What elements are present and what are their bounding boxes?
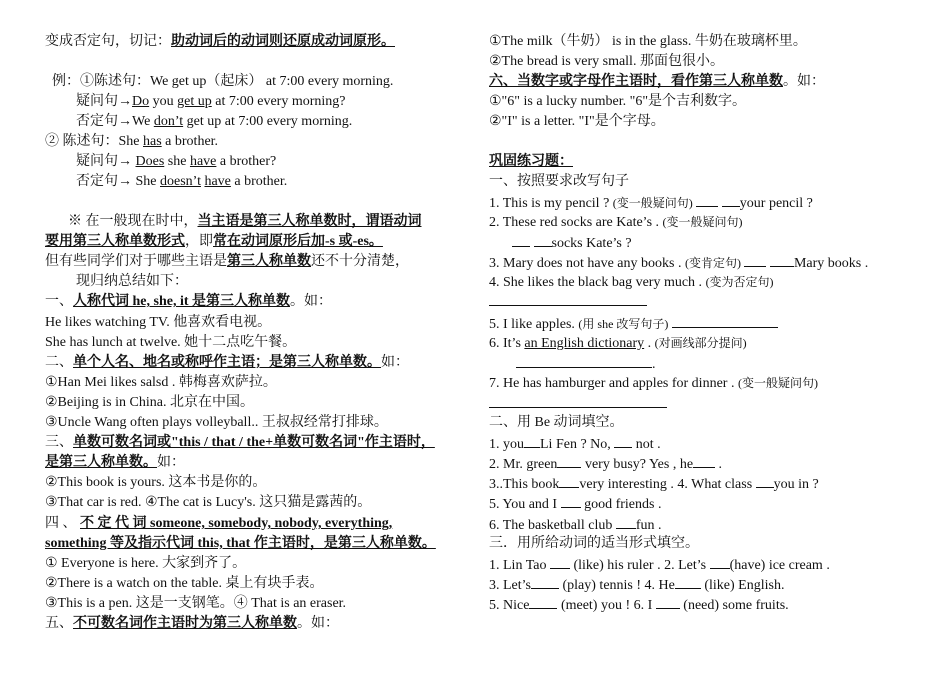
example-sentence (489, 92, 746, 112)
answer-blank[interactable] (524, 433, 540, 448)
emphasis-text: 第三人称单数 (227, 254, 311, 269)
text: 否定句→We (76, 114, 154, 129)
text: 1. This is my pencil ? (489, 196, 613, 211)
example-sentence (489, 112, 665, 132)
example-sentence (45, 493, 371, 513)
note-line (45, 32, 395, 52)
text: 四 、 (45, 516, 80, 531)
section-heading (45, 534, 436, 554)
emphasis-text: 单数可数名词或"this / that / the+单数可数名词"作主语时， (73, 435, 435, 450)
text: very interesting . 4. What class (579, 477, 756, 492)
text: 二、 (45, 355, 73, 370)
answer-blank[interactable] (744, 252, 766, 267)
text: not . (632, 437, 661, 452)
emphasis-text: 是第三人称单数。 (45, 455, 157, 470)
instruction-text: (变一般疑问句) (737, 376, 818, 390)
example-sentence (45, 413, 388, 433)
text: you in ? (773, 477, 819, 492)
exercise-item (489, 453, 722, 473)
example-sentence (45, 574, 323, 594)
text: 。如： (290, 294, 332, 309)
emphasis-text: 助动词后的动词则还原成动词原形。 (171, 34, 395, 49)
text: (need) some fruits. (679, 598, 789, 613)
answer-blank[interactable] (534, 232, 552, 247)
text: 4. She likes the black bag very much . (489, 275, 706, 290)
text: 5. I like apples. (489, 317, 579, 332)
section-heading (489, 72, 825, 92)
text: ②The bread is very small. 那面包很小。 (489, 54, 724, 69)
text: 6. It’s (489, 336, 525, 351)
text: . (652, 357, 656, 372)
example-line (76, 92, 345, 112)
answer-blank[interactable] (656, 594, 680, 609)
answer-blank[interactable] (693, 453, 715, 468)
text: Mary books . (793, 256, 869, 271)
text: ③This is a pen. 这是一支钢笔。④ That is an eraser. (45, 596, 347, 611)
text: she (164, 154, 190, 169)
text: (like) English. (700, 578, 785, 593)
example-sentence (489, 32, 807, 52)
text: ②This book is yours. 这本书是你的。 (45, 475, 267, 490)
answer-blank[interactable] (531, 574, 559, 589)
exercise-item (489, 212, 743, 232)
answer-blank[interactable] (672, 313, 778, 328)
section-heading (45, 353, 409, 373)
text: 二、用 Be 动词填空。 (489, 415, 624, 430)
text: 但有些同学们对于哪些主语是 (45, 254, 227, 269)
text: 3..This book (489, 477, 560, 492)
exercise-item (489, 493, 661, 513)
section-heading (45, 433, 435, 453)
text: fun . (635, 518, 662, 533)
text: 5. You and I (489, 497, 561, 512)
text: He likes watching TV. 他喜欢看电视。 (45, 315, 272, 330)
instruction-text: (变肯定句) (684, 256, 741, 270)
instruction-text: (用 she 改写句子) (578, 317, 669, 331)
text: your pencil ? (739, 196, 813, 211)
example-line (76, 112, 352, 132)
underlined-text: don’t (153, 114, 184, 129)
underlined-text: has (143, 134, 162, 149)
text: 2. These red socks are Kate’s . (489, 215, 663, 230)
example-sentence (45, 333, 296, 353)
text: (play) tennis ! 4. He (559, 578, 675, 593)
text: a brother. (161, 134, 219, 149)
exercise-heading (489, 534, 699, 554)
example-sentence (45, 393, 254, 413)
text: a brother. (230, 174, 288, 189)
instruction-text: (对画线部分提问) (654, 336, 747, 350)
underlined-text: Do (132, 94, 150, 109)
text: ① Everyone is here. 大家到齐了。 (45, 556, 247, 571)
text: ③Uncle Wang often plays volleyball.. 王叔叔经常打排球。 (45, 415, 388, 430)
answer-blank[interactable] (616, 514, 636, 529)
exercise-item (516, 353, 656, 373)
text: at 7:00 every morning? (211, 94, 346, 109)
text: 现归纳总结如下： (76, 274, 188, 289)
text: . (644, 336, 655, 351)
answer-blank[interactable] (512, 232, 530, 247)
text: get up at 7:00 every morning. (183, 114, 353, 129)
example-line (76, 172, 287, 192)
text: 疑问句→ (76, 94, 132, 109)
section-heading (45, 614, 339, 634)
text: ③That car is red. ④The cat is Lucy's. 这只猫是露茜的。 (45, 495, 372, 510)
underlined-text: doesn’t (160, 174, 201, 189)
exercise-item (489, 594, 789, 614)
emphasis-text: 单个人名、地名或称呼作主语；是第三人称单数。 (73, 355, 381, 370)
rule-line (76, 272, 188, 292)
text: very busy? Yes , he (581, 457, 694, 472)
answer-blank[interactable] (561, 493, 581, 508)
text: 1. you (489, 437, 524, 452)
emphasis-text: 不 定 代 词 someone, somebody, nobody, everything, (80, 516, 393, 531)
text: ② 陈述句：She (45, 134, 143, 149)
answer-blank[interactable] (516, 353, 652, 368)
text: 三．用所给动词的适当形式填空。 (489, 536, 699, 551)
answer-blank[interactable] (550, 554, 570, 569)
text: (have) ice cream . (729, 558, 830, 573)
exercise-item (489, 574, 784, 594)
underlined-text: get up (177, 94, 212, 109)
example-sentence (45, 373, 277, 393)
section-heading (45, 453, 185, 473)
answer-line[interactable] (489, 407, 667, 408)
text: (like) his ruler . 2. Let’s (569, 558, 710, 573)
text: a brother? (216, 154, 277, 169)
example-sentence (45, 594, 346, 614)
section-heading (45, 514, 392, 534)
text: 。如： (783, 74, 825, 89)
instruction-text: (变一般疑问句) (612, 196, 693, 210)
text: you (149, 94, 178, 109)
text: ①Han Mei likes salsd . 韩梅喜欢萨拉。 (45, 375, 277, 390)
section-heading (45, 292, 332, 312)
emphasis-text: 巩固练习题： (489, 154, 573, 169)
text: 还不十分清楚， (311, 254, 409, 269)
text: 三、 (45, 435, 73, 450)
text: 变成否定句，切记： (45, 34, 171, 49)
answer-blank[interactable] (756, 473, 774, 488)
exercise-item (489, 252, 868, 272)
answer-line[interactable] (489, 305, 647, 306)
text: ①The milk（牛奶） is in the glass. 牛奶在玻璃杯里。 (489, 34, 807, 49)
example-line (45, 132, 218, 152)
instruction-text: (变为否定句) (705, 275, 774, 289)
text: good friends . (580, 497, 662, 512)
text: ②"I" is a letter. "I"是个字母。 (489, 114, 665, 129)
emphasis-text: 不可数名词作主语时为第三人称单数 (73, 616, 297, 631)
text: ，即 (185, 234, 213, 249)
text: 否定句→ She (76, 174, 160, 189)
text: 例：①陈述句：We get up（起床） at 7:00 every morning. (52, 74, 394, 89)
rule-line (68, 212, 422, 232)
text: (meet) you ! 6. I (557, 598, 656, 613)
text: ①"6" is a lucky number. "6"是个吉利数字。 (489, 94, 747, 109)
text: . (715, 457, 723, 472)
text: 五、 (45, 616, 73, 631)
exercise-title (489, 152, 573, 172)
emphasis-text: 六、当数字或字母作主语时，看作第三人称单数 (489, 74, 783, 89)
text: 一、 (45, 294, 73, 309)
text: 3. Mary does not have any books . (489, 256, 685, 271)
exercise-item (489, 433, 661, 453)
text: ②There is a watch on the table. 桌上有块手表。 (45, 576, 324, 591)
text: 。如： (297, 616, 339, 631)
exercise-item (489, 272, 774, 292)
exercise-item (489, 514, 662, 534)
example-sentence (45, 313, 271, 333)
text: 2. Mr. green (489, 457, 558, 472)
answer-blank[interactable] (557, 453, 581, 468)
instruction-text: (变一般疑问句) (662, 215, 743, 229)
answer-blank[interactable] (770, 252, 794, 267)
exercise-item (489, 333, 747, 353)
text: 5. Nice (489, 598, 530, 613)
answer-blank[interactable] (696, 192, 718, 207)
underlined-text: an English dictionary (524, 336, 645, 351)
emphasis-text: 常在动词原形后加-s 或-es。 (213, 234, 383, 249)
example-line (76, 152, 276, 172)
underlined-text: Does (135, 154, 165, 169)
exercise-item (512, 232, 632, 252)
exercise-item (489, 192, 813, 212)
text: 一、按照要求改写句子 (489, 174, 629, 189)
answer-blank[interactable] (675, 574, 701, 589)
text: ※ 在一般现在时中， (68, 214, 198, 229)
exercise-item (489, 313, 778, 333)
underlined-text: have (204, 174, 231, 189)
answer-blank[interactable] (559, 473, 579, 488)
example-sentence (45, 473, 266, 493)
answer-blank[interactable] (710, 554, 730, 569)
example-line (52, 72, 393, 92)
text: 疑问句→ (76, 154, 136, 169)
exercise-heading (489, 413, 624, 433)
emphasis-text: 人称代词 he, she, it 是第三人称单数 (73, 294, 290, 309)
example-sentence (489, 52, 724, 72)
emphasis-text: 要用第三人称单数形式 (45, 234, 185, 249)
rule-line (45, 252, 409, 272)
text: socks Kate’s ? (551, 236, 632, 251)
emphasis-text: something 等及指示代词 this, that 作主语时，是第三人称单数。 (45, 536, 436, 551)
text: 3. Let’s (489, 578, 531, 593)
answer-blank[interactable] (614, 433, 632, 448)
text: 1. Lin Tao (489, 558, 550, 573)
underlined-text: have (189, 154, 217, 169)
text: 如： (381, 355, 409, 370)
exercise-heading (489, 172, 629, 192)
exercise-item (489, 473, 819, 493)
answer-blank[interactable] (529, 594, 557, 609)
text: She has lunch at twelve. 她十二点吃午餐。 (45, 335, 297, 350)
text: ②Beijing is in China. 北京在中国。 (45, 395, 254, 410)
exercise-item (489, 554, 830, 574)
rule-line (45, 232, 383, 252)
exercise-item (489, 373, 818, 393)
text: 如： (157, 455, 185, 470)
text: 6. The basketball club (489, 518, 616, 533)
text: 7. He has hamburger and apples for dinner . (489, 376, 738, 391)
answer-blank[interactable] (722, 192, 740, 207)
text: Li Fen ? No, (540, 437, 615, 452)
example-sentence (45, 554, 246, 574)
emphasis-text: 当主语是第三人称单数时，谓语动词 (197, 214, 422, 229)
